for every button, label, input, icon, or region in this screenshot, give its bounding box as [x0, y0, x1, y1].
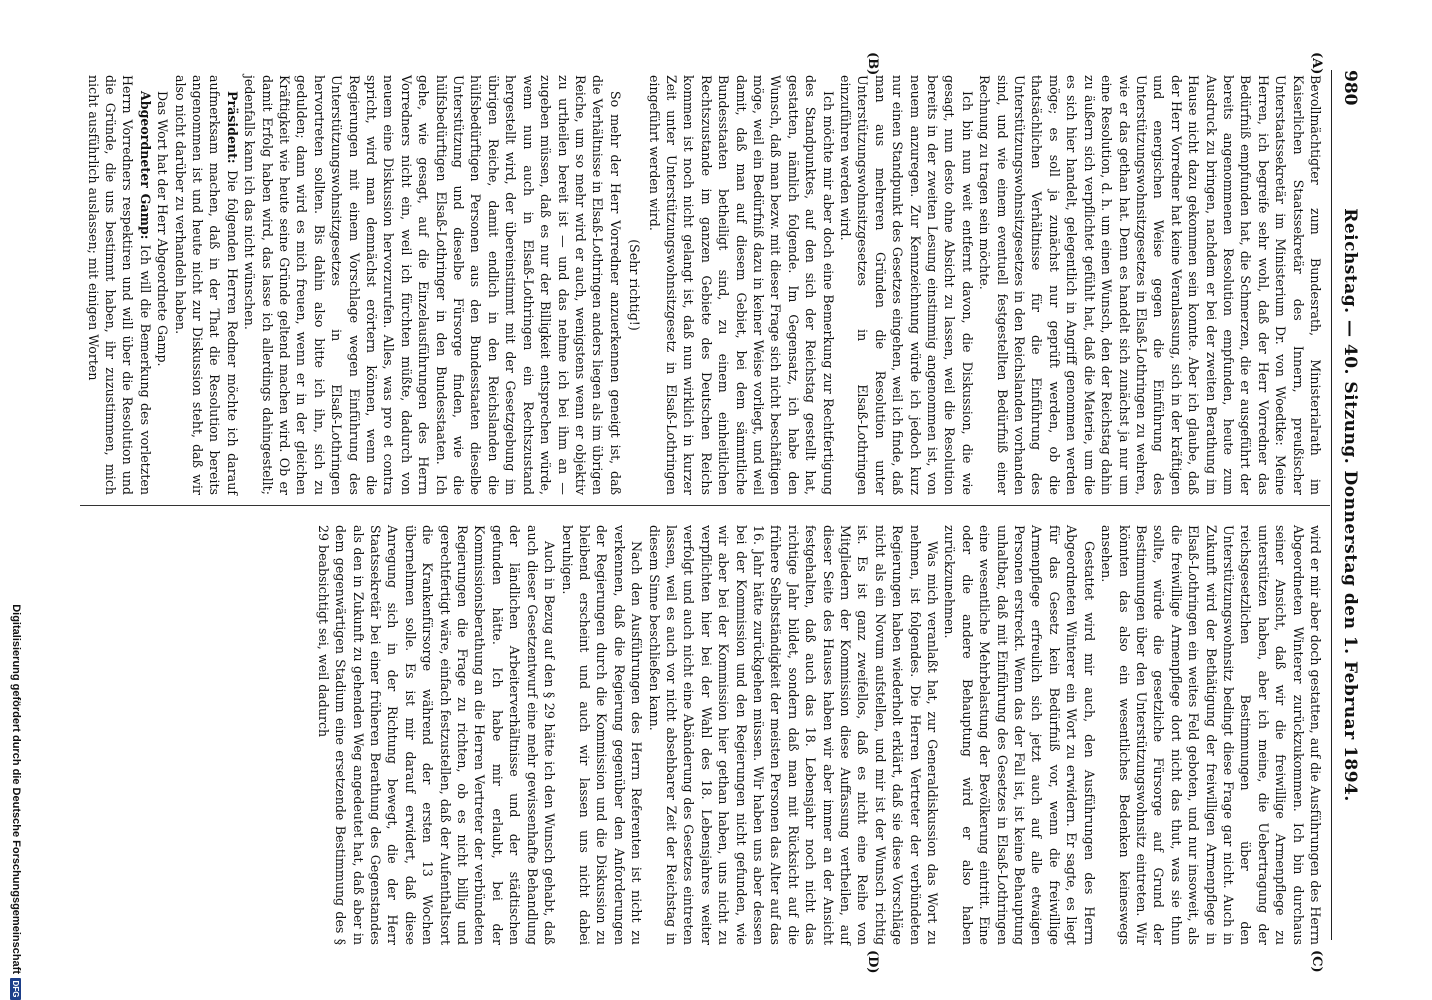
- paragraph: So mehr der Herr Vorredner anzuerkennen geneigt ist, daß die Verhältnisse in Elsaß-Lothringen anders liegen als im übrigen Reiche, um so mehr wird er auch, wenigstens wenn er objektiv zu urtheilen bereit ist — und das nehme ich bei ihm an — zugeben müssen, daß es nur der Billigkeit entsprechen würde, wenn nun auch in Elsaß-Lothringen ein Rechtszustand hergestellt wird, der übereinstimmt mit der Gesetzgebung im übrigen Reiche, damit endlich in den Reichslanden die hülfsbedürftigen Personen aus den Bundesstaaten dieselbe Unterstützung und dieselbe Fürsorge finden, wie die hülfsbedürftigen Elsaß-Lothringer in den Bundesstaaten. Ich gehe, wie gesagt, auf die Einzelausführungen des Herrn Vorredners nicht ein, weil ich fürchten müßte, dadurch von neuem eine Diskussion hervorzurufen. Alles, was pro et contra spricht, wird man demnächst erörtern können, wenn die Regierungen mit einem Vorschlage wegen Einführung des Unterstützungswohnsitzgesetzes in Elsaß-Lothringen hervortreten sollten. Bis dahin also bitte ich ihn, sich zu gedulden; dann wird es mich freuen, wenn er in der gleichen Kräftigkeit wie heute seine Gründe geltend machen wird. Ob er damit Erfolg haben wird, das lasse ich allerdings dahingestellt; jedenfalls kann ich das nicht wünschen.: [242, 75, 623, 495]
- paragraph: wird er mir aber doch gestatten, auf die Ausführungen des Herrn Abgeordneten Winterer zurückzukommen. Ich bin durchaus seiner Ansicht, daß wir die freiwillige Armenpflege zu unterstützen haben, aber ich meine, die Uebertragung der reichsgesetzlichen Bestimmungen über den Unterstützungswohnsitz bedingt diese Frage gar nicht. Auch in Zukunft wird der Bethätigung der freiwilligen Armenpflege in Elsaß-Lothringen ein weites Feld geboten, und nur insoweit, als die freiwillige Armenpflege dort nicht das thut, was sie thun sollte, würde die gesetzliche Fürsorge auf Grund der Bestimmungen über den Unterstützungswohnsitz eintreten. Wir könnten das also ein wesentliches Bedenken keineswegs ansehen.: [1099, 525, 1323, 945]
- left-column: [84, 75, 1324, 495]
- speaker-label: Abgeordneter Gamp:: [137, 91, 153, 240]
- paragraph: Das Wort hat der Herr Abgeordnete Gamp.: [155, 91, 171, 367]
- paragraph: Nach den Ausführungen des Herrn Referenten ist nicht zu verkennen, daß die Regierung gegenüber den Anforderungen der Regierungen durch die Kommission und die Diskussion zu bleibend erscheint und auch wir lassen uns nicht dabei beruhigen.: [559, 525, 645, 945]
- paragraph: Was mich veranlaßt hat, zur Generaldiskussion das Wort zu nehmen, ist folgendes. Die Herren Vertreter der verbündeten Regierungen haben wiederholt erklärt, daß sie diese Vorschläge nicht als ein Novum aufstellen, und mir ist der Wunsch richtig ist. Es ist ganz zweifellos, daß es nicht eine Reihe von Mitgliedern der Kommission diese Auffassung vertheilen, auf dieser Seite des Hauses haben wir aber immer an der Ansicht festgehalten, daß auch das 18. Lebensjahr noch nicht das richtige Jahr bildet, sondern daß man mit Rücksicht auf die frühere Selbstständigkeit der meisten Personen das Alter auf das 16. Jahr hätte zurückgehen müssen. Wir haben uns aber dessen bei der Kommission und den Regierungen nicht gefunden, wie wir aber bei der Kommission hier gethan haben, uns nicht zu verpflichten hier bei der Wahl des 18. Lebensjahres weiter verfolgt und auch nicht eine Abänderung des Gesetzes eintreten lassen, weil es auch vor nicht absehbarer Zeit der Reichstag in diesem Sinne beschließen kann.: [646, 525, 941, 945]
- page-header: [1332, 70, 1360, 940]
- margin-mark-a: (A): [1309, 52, 1324, 75]
- dfg-logo-icon: DFG: [10, 978, 21, 1000]
- page-number: 980: [1340, 70, 1360, 106]
- paragraph: Gestattet wird mir auch, den Ausführungen des Herrn Abgeordneten Winterer ein Wort zu erwidern. Er sagte, es liegt für das Gesetz kein Bedürfniß vor, wenn die freiwillige Armenpflege erfreulich sich jetzt auch auf alle etwaigen Personen erstreckt. Wenn das der Fall ist, ist keine Behauptung unhaltbar, daß mit Einführung des Gesetzes in Elsaß-Lothringen eine wesentliche Mehrbelastung der Bevölkerung eintritt. Eine oder die andere Behauptung wird er also haben zurückzunehmen.: [942, 525, 1097, 945]
- paragraph-text: Die folgenden Herren Redner möchte ich darauf aufmerksam machen, daß in der That die Resolution bereits angenommen ist und heute nicht zur Diskussion steht, daß wir also nicht darüber zu verhandeln haben.: [172, 75, 240, 495]
- applause-note: (Sehr richtig!): [627, 239, 643, 331]
- right-column: [314, 525, 1324, 945]
- speaker-paragraph: [84, 75, 154, 495]
- header-rule: [1331, 70, 1332, 940]
- column-divider: [80, 505, 1330, 506]
- margin-mark-b: (B): [865, 52, 880, 76]
- margin-mark-d: (D): [865, 950, 880, 974]
- president-label: Präsident:: [224, 91, 240, 164]
- paragraph: Auch in Bezug auf den § 29 hätte ich den Wunsch gehabt, daß auch dieser Gesetzentwurf eine mehr gewissenhafte Behandlung der ländlichen Arbeiterverhältnisse und der städtischen gefunden hätte. Ich habe mir erlaubt, bei der Kommissionsberathung an die Herren Vertreter der verbündeten Regierungen die Frage zu richten, ob es nicht billig und gerechtfertigt wäre, einfach festzustellen, daß der Aufenthaltsort die Krankenfürsorge während der ersten 13 Wochen übernehmen solle. Es ist mir darauf erwidert, daß diese Anregung sich in der Richtung bewegt, die der Herr Staatssekretär bei einer früheren Berathung des Gegenstandes als den in Zukunft zu gehenden Weg angedeutet hat, daß aber in dem gegenwärtigen Stadium eine ersetzende Bestimmung des § 29 beabsichtigt sei, weil dadurch: [315, 525, 558, 945]
- paragraph-text: Ich will die Bemerkung des vorletzten Herrn Vorredners respektiren und will über die Resolution und die Gründe, die uns bestimmt haben, ihr zuzustimmen, mich nicht ausführlich auslassen; mit einigen Worten: [85, 75, 153, 495]
- digitization-footer: [4, 300, 22, 1000]
- margin-mark-c: (C): [1309, 950, 1324, 973]
- paragraph: Ich möchte mir aber doch eine Bemerkung zur Rechtfertigung des Standpunktes, auf den sich der Reichstag gestellt hat, gestatten, nämlich folgende. Im Gegensatz, ich habe den Wunsch, daß man bezw. mit dieser Frage sich nicht beschäftigen möge, weil ein Bedürfniß dazu in keiner Weise vorliegt, und weil damit, daß man auf diesem Gebiet, bei dem sämmtliche Bundesstaaten betheiligt sind, zu einem einheitlichen Rechtszustande im ganzen Gebiete des Deutschen Reichs kommen ist noch nicht gelangt ist, daß nun wirklich in kurzer Zeit unter Unterstützungswohnsitzgesetz in Elsaß-Lothringen eingeführt werden wird.: [646, 75, 836, 495]
- paragraph: Ich bin nun weit entfernt davon, die Diskussion, die wie gesagt, nun desto ohne Absicht zu lassen, weil die Resolution bereits in der zweiten Lesung einstimmig angenommen ist, von neuem anzuregen. Zur Kennzeichnung würde ich jedoch kurz nur einen Standpunkt des Gesetzes eingehen, weil ich finde, daß man aus mehreren Gründen die Resolution unter Unterstützungswohnsitzgesetzes in Elsaß-Lothringen einzuführen werden wird.: [838, 75, 975, 495]
- page-title: Reichstag. — 40. Sitzung. Donnerstag den 1. Februar 1894.: [1340, 208, 1360, 802]
- president-paragraph: [171, 75, 241, 495]
- paragraph: Bevollmächtigter zum Bundesrath, Ministerialrath im Kaiserlichen Staatssekretär des Innern, preußischer Unterstaatssekretär im Ministerium Dr. von Woedtke: Meine Herren, ich begreife sehr wohl, daß der Herr Vorredner das Bedürfniß empfunden hat, die Schmerzen, die er ausgeführt der bereits angenommenen Resolution empfunden, heute zum Ausdruck zu bringen, nachdem er bei der zweiten Berathung im Hause nicht dazu gekommen sein konnte. Aber ich glaube, daß der Herr Vorredner hat keine Veranlassung, sich in der kräftigen und energischen Weise gegen die Einführung des Unterstützungswohnsitzgesetzes in Elsaß-Lothringen zu wehren, wie er das gethan hat. Denn es handelt sich zunächst ja nur um eine Resolution, d. h. um einen Wunsch, den der Reichstag dahin zu äußern sich verpflichtet gefühlt hat, daß die Materie, um die es sich hier handelt, gelegentlich in Angriff genommen werden möge; es soll ja zunächst nur geprüft werden, ob die thatsächlichen Verhältnisse für die Einführung des Unterstützungswohnsitzgesetzes in den Reichslanden vorhanden sind, und wie einem eventuell festgestellten Bedürfniß einer Rechnung zu tragen sein möchte.: [977, 75, 1323, 495]
- footer-text: Digitalisierung gefördert durch die Deutsche Forschungsgemeinschaft: [10, 604, 22, 974]
